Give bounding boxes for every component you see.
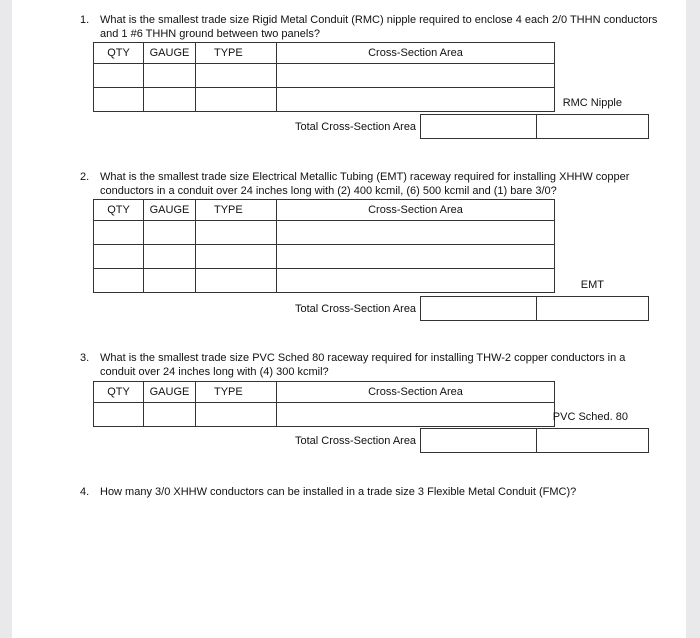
total-area-box[interactable] bbox=[420, 296, 538, 321]
type-cell[interactable] bbox=[196, 245, 277, 269]
qty-cell[interactable] bbox=[94, 88, 144, 112]
gauge-cell[interactable] bbox=[144, 64, 196, 88]
question-3 bbox=[80, 351, 660, 379]
question-text: What is the smallest trade size PVC Sched 80 raceway required for installing THW-2 copper conductors in a conduit over 24 inches long with (4) 300 kcmil? bbox=[100, 352, 626, 378]
area-cell[interactable] bbox=[277, 64, 555, 88]
area-cell[interactable] bbox=[277, 88, 555, 112]
type-cell[interactable] bbox=[196, 269, 277, 293]
answer-box[interactable] bbox=[536, 296, 649, 321]
col-gauge-header: GAUGE bbox=[144, 382, 196, 403]
col-area-header: Cross-Section Area bbox=[277, 382, 555, 403]
answer-label: EMT bbox=[580, 279, 604, 291]
col-area-header: Cross-Section Area bbox=[277, 43, 555, 64]
qty-cell[interactable] bbox=[94, 245, 144, 269]
question-4 bbox=[80, 485, 660, 499]
question-1 bbox=[80, 13, 660, 41]
area-cell[interactable] bbox=[277, 403, 555, 427]
answer-label: RMC Nipple bbox=[562, 97, 622, 109]
gauge-cell[interactable] bbox=[144, 88, 196, 112]
answer-table-2 bbox=[93, 199, 555, 293]
col-area-header: Cross-Section Area bbox=[277, 200, 555, 221]
area-cell[interactable] bbox=[277, 221, 555, 245]
type-cell[interactable] bbox=[196, 64, 277, 88]
table-row[interactable] bbox=[94, 221, 555, 245]
question-number: 2. bbox=[80, 171, 90, 183]
table-row[interactable] bbox=[94, 64, 555, 88]
col-gauge-header: GAUGE bbox=[144, 200, 196, 221]
col-type-header: TYPE bbox=[196, 200, 277, 221]
question-text: How many 3/0 XHHW conductors can be installed in a trade size 3 Flexible Metal Conduit (FMC)? bbox=[100, 486, 577, 498]
answer-table-1 bbox=[93, 42, 555, 112]
qty-cell[interactable] bbox=[94, 403, 144, 427]
col-qty-header: QTY bbox=[94, 43, 144, 64]
question-number: 4. bbox=[80, 486, 90, 498]
total-label: Total Cross-Section Area bbox=[295, 435, 417, 447]
question-2 bbox=[80, 170, 660, 198]
answer-label: PVC Sched. 80 bbox=[552, 411, 628, 423]
question-number: 1. bbox=[80, 14, 90, 26]
col-qty-header: QTY bbox=[94, 200, 144, 221]
area-cell[interactable] bbox=[277, 269, 555, 293]
answer-table-3 bbox=[93, 381, 555, 427]
gauge-cell[interactable] bbox=[144, 403, 196, 427]
answer-box[interactable] bbox=[536, 114, 649, 139]
table-row[interactable] bbox=[94, 245, 555, 269]
table-row[interactable] bbox=[94, 269, 555, 293]
question-text: What is the smallest trade size Rigid Metal Conduit (RMC) nipple required to enclose 4 each 2/0 THHN conductors and 1 #6 THHN ground between two panels? bbox=[100, 14, 658, 40]
qty-cell[interactable] bbox=[94, 64, 144, 88]
qty-cell[interactable] bbox=[94, 221, 144, 245]
gauge-cell[interactable] bbox=[144, 245, 196, 269]
type-cell[interactable] bbox=[196, 403, 277, 427]
gauge-cell[interactable] bbox=[144, 269, 196, 293]
qty-cell[interactable] bbox=[94, 269, 144, 293]
question-number: 3. bbox=[80, 352, 90, 364]
col-type-header: TYPE bbox=[196, 382, 277, 403]
col-type-header: TYPE bbox=[196, 43, 277, 64]
table-row[interactable] bbox=[94, 403, 555, 427]
answer-box[interactable] bbox=[536, 428, 649, 453]
col-gauge-header: GAUGE bbox=[144, 43, 196, 64]
total-label: Total Cross-Section Area bbox=[295, 303, 417, 315]
total-label: Total Cross-Section Area bbox=[295, 121, 417, 133]
col-qty-header: QTY bbox=[94, 382, 144, 403]
question-text: What is the smallest trade size Electrical Metallic Tubing (EMT) raceway required for installing XHHW copper conductors in a conduit over 24 inches long with (2) 400 kcmil, (6) 500 kcmil and (1) bare 3/0? bbox=[100, 171, 630, 197]
area-cell[interactable] bbox=[277, 245, 555, 269]
total-area-box[interactable] bbox=[420, 428, 538, 453]
type-cell[interactable] bbox=[196, 88, 277, 112]
type-cell[interactable] bbox=[196, 221, 277, 245]
gauge-cell[interactable] bbox=[144, 221, 196, 245]
table-row[interactable] bbox=[94, 88, 555, 112]
total-area-box[interactable] bbox=[420, 114, 538, 139]
